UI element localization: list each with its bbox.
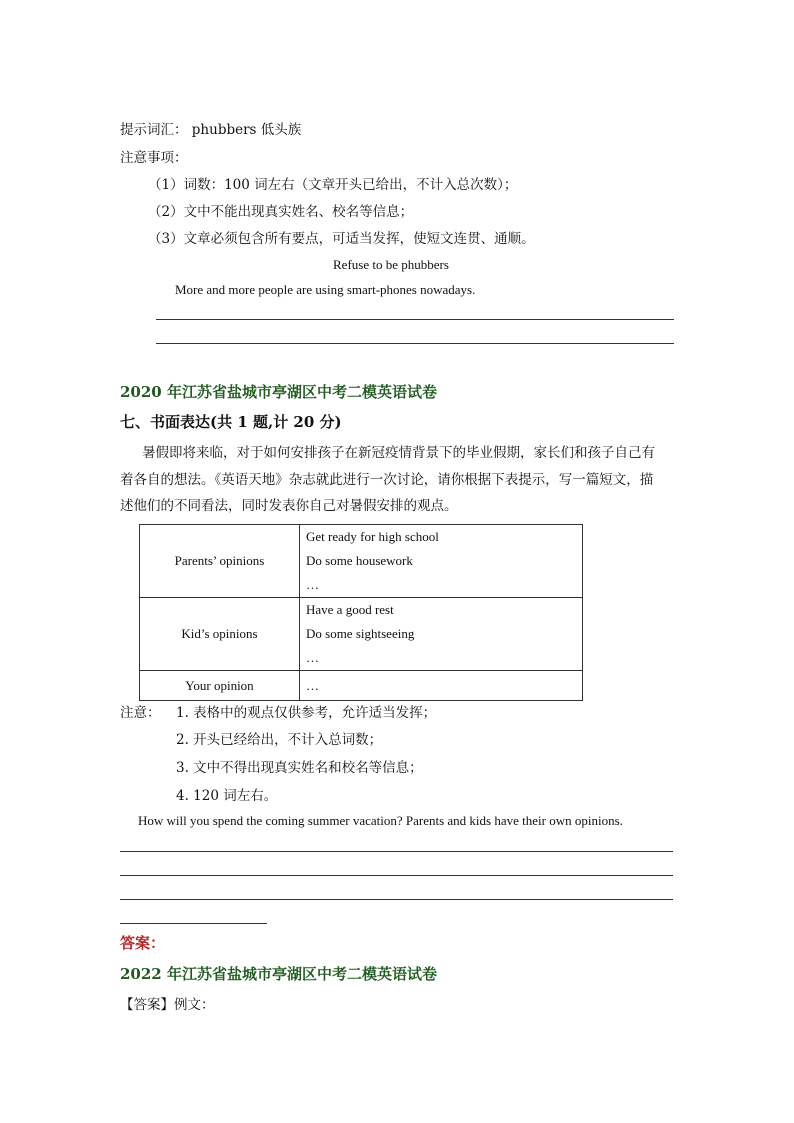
note-item: （1）词数：100 词左右（文章开头已给出，不计入总次数）； xyxy=(148,177,518,193)
opinion-item: Do some housework xyxy=(306,553,413,568)
notes-label: 注意： xyxy=(120,705,161,721)
answer-label: 答案： xyxy=(120,934,166,952)
prompt-line: 着各自的想法。《英语天地》杂志就此进行一次讨论，请你根据下表提示，写一篇短文，描 xyxy=(120,472,654,488)
prompt-line: 述他们的不同看法，同时发表你自己对暑假安排的观点。 xyxy=(120,498,458,514)
answer-line: 【答案】例文： xyxy=(120,997,215,1013)
essay-title: Refuse to be phubbers xyxy=(333,257,449,272)
row-items xyxy=(300,671,583,701)
opinion-item: … xyxy=(306,650,319,665)
exam-title: 2020 年江苏省盐城市亭湖区中考二模英语试卷 xyxy=(120,383,437,401)
divider xyxy=(120,923,267,924)
notes-title: 注意事项： xyxy=(120,150,188,166)
writing-line xyxy=(120,875,673,876)
row-label: Your opinion xyxy=(140,671,300,701)
note-item: 1. 表格中的观点仅供参考，允许适当发挥； xyxy=(176,705,437,721)
opinion-item: Have a good rest xyxy=(306,602,394,617)
opinions-table xyxy=(139,524,583,701)
writing-line xyxy=(120,851,673,852)
opinion-item: … xyxy=(306,677,319,693)
answer-exam-title: 2022 年江苏省盐城市亭湖区中考二模英语试卷 xyxy=(120,965,437,983)
opinion-item: Do some sightseeing xyxy=(306,626,415,641)
table-row xyxy=(140,525,583,598)
vocab-hint: 提示词汇： phubbers 低头族 xyxy=(120,122,302,138)
opinion-item: Get ready for high school xyxy=(306,529,439,544)
writing-line xyxy=(156,343,674,344)
essay-start: More and more people are using smart-phones nowadays. xyxy=(175,282,476,297)
table-row xyxy=(140,671,583,701)
table-row xyxy=(140,598,583,671)
essay-start: How will you spend the coming summer vacation? Parents and kids have their own opinions. xyxy=(138,813,623,828)
opinion-item: … xyxy=(306,577,319,592)
prompt-line: 暑假即将来临，对于如何安排孩子在新冠疫情背景下的毕业假期，家长们和孩子自己有 xyxy=(142,445,655,461)
row-items xyxy=(300,598,583,671)
writing-line xyxy=(120,899,673,900)
note-item: 4. 120 词左右。 xyxy=(176,788,278,804)
note-item: 2. 开头已经给出，不计入总词数； xyxy=(176,732,383,748)
writing-line xyxy=(156,319,674,320)
part-heading: 七、书面表达(共 1 题,计 20 分) xyxy=(120,413,342,431)
note-item: 3. 文中不得出现真实姓名和校名等信息； xyxy=(176,760,423,776)
note-item: （3）文章必须包含所有要点，可适当发挥，使短文连贯、通顺。 xyxy=(148,231,535,247)
note-item: （2）文中不能出现真实姓名、校名等信息； xyxy=(148,204,414,220)
row-label: Parents’ opinions xyxy=(140,525,300,598)
row-label: Kid’s opinions xyxy=(140,598,300,671)
row-items xyxy=(300,525,583,598)
